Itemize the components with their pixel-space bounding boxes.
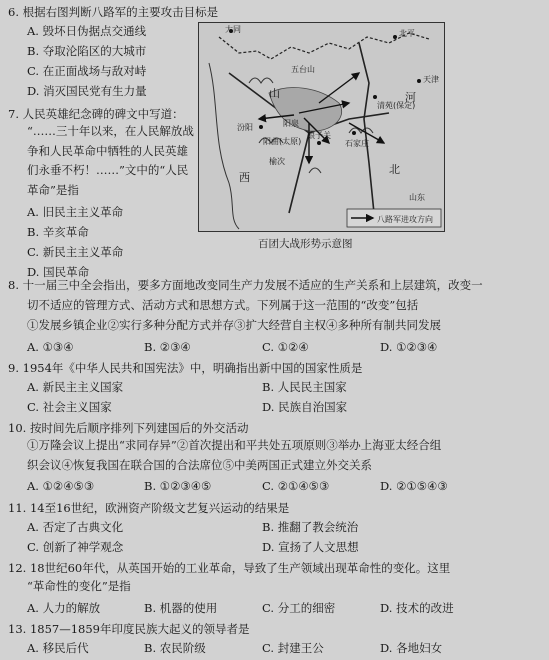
q9-stem: 9. 1954年《中华人民共和国宪法》中，明确指出新中国的国家性质是: [8, 361, 363, 375]
q8-stem-line2: 切不适应的管理方式、活动方式和思想方式。下列属于这一范围的“改变”包括: [27, 298, 419, 312]
q11-option-a: A. 否定了古典文化: [27, 520, 124, 534]
q6-option-a: A. 毁坏日伪据点交通线: [27, 24, 147, 38]
q9-option-d: D. 民族自治国家: [262, 400, 348, 414]
q10-option-a: A. ①②④⑤③: [27, 479, 95, 493]
q8-option-c: C. ①②④: [262, 340, 309, 354]
q7-stem-line5: 革命”是指: [27, 183, 79, 197]
q10-stem-line1: 10. 按时间先后顺序排列下列建国后的外交活动: [8, 421, 249, 435]
q7-stem-line4: 们永垂不朽！……”文中的“人民: [27, 163, 189, 177]
map-label-fenyang: 汾阳: [237, 123, 253, 132]
q6-option-b: B. 夺取沦陷区的大城市: [27, 44, 147, 58]
q10-option-d: D. ②①⑤④③: [380, 479, 448, 493]
q13-option-b: B. 农民阶级: [144, 641, 206, 655]
q13-option-d: D. 各地妇女: [380, 641, 443, 655]
q7-option-b: B. 辛亥革命: [27, 225, 89, 239]
hundred-regiments-map: [198, 22, 445, 232]
map-drawing: [199, 23, 444, 231]
q7-stem-line1: 7. 人民英雄纪念碑的碑文中写道：: [8, 107, 184, 121]
q11-option-b: B. 推翻了教会统治: [262, 520, 359, 534]
q13-option-c: C. 封建王公: [262, 641, 324, 655]
map-label-datong: 大同: [225, 25, 241, 34]
map-label-wutai: 五台山: [291, 65, 315, 74]
map-label-shan: 山: [269, 87, 280, 100]
map-label-qingyuan: 清苑(保定): [377, 101, 416, 110]
q6-stem: 6. 根据右图判断八路军的主要攻击目标是: [8, 5, 219, 19]
q13-stem: 13. 1857—1859年印度民族大起义的领导者是: [8, 622, 250, 636]
q9-option-c: C. 社会主义国家: [27, 400, 112, 414]
map-label-yuci: 榆次: [269, 157, 285, 166]
q8-option-a: A. ①③④: [27, 340, 74, 354]
q8-option-d: D. ①②③④: [380, 340, 438, 354]
q12-option-d: D. 技术的改进: [380, 601, 454, 615]
q12-option-c: C. 分工的细密: [262, 601, 336, 615]
q8-stem-line3: ①发展乡镇企业②实行多种分配方式并存③扩大经营自主权④多种所有制共同发展: [27, 318, 441, 332]
map-label-beiping: 北平: [399, 29, 415, 38]
q12-stem-line1: 12. 18世纪60年代，从英国开始的工业革命，导致了生产领域出现革命性的变化。这里: [8, 561, 451, 575]
map-legend-label: 八路军进攻方向: [377, 215, 433, 224]
map-label-yangquan: 阳泉: [283, 119, 299, 128]
map-label-yangqu: 阳曲(太原): [263, 137, 302, 146]
q9-option-a: A. 新民主主义国家: [27, 380, 124, 394]
map-caption: 百团大战形势示意图: [258, 238, 353, 250]
map-label-shandong: 山东: [409, 193, 425, 202]
q6-option-d: D. 消灭国民党有生力量: [27, 84, 147, 98]
map-label-tianjin: 天津: [423, 75, 439, 84]
q7-option-d: D. 国民革命: [27, 265, 90, 279]
q10-option-c: C. ②①④⑤③: [262, 479, 330, 493]
q12-option-a: A. 人力的解放: [27, 601, 101, 615]
q8-option-b: B. ②③④: [144, 340, 191, 354]
q11-option-c: C. 创新了神学观念: [27, 540, 124, 554]
map-label-shijiazhuang: 石家庄: [345, 139, 369, 148]
map-label-xi: 西: [239, 171, 250, 184]
q7-option-c: C. 新民主主义革命: [27, 245, 124, 259]
q7-stem-line3: 争和人民革命中牺牲的人民英雄: [27, 144, 188, 158]
q10-stem-line2: ①万隆会议上提出“求同存异”②首次提出和平共处五项原则③举办上海亚太经合组: [27, 438, 442, 452]
q10-option-b: B. ①②③④⑤: [144, 479, 212, 493]
q11-option-d: D. 宣扬了人文思想: [262, 540, 359, 554]
q7-stem-line2: “……三十年以来，在人民解放战: [27, 124, 194, 138]
map-label-bei: 北: [389, 163, 400, 176]
map-label-niangziguan: 娘子关: [307, 131, 331, 140]
q7-option-a: A. 旧民主主义革命: [27, 205, 124, 219]
q10-stem-line3: 织会议④恢复我国在联合国的合法席位⑤中美两国正式建立外交关系: [27, 458, 372, 472]
map-label-he: 河: [405, 91, 416, 104]
q8-stem-line1: 8. 十一届三中全会指出，要多方面地改变同生产力发展不适应的生产关系和上层建筑，改变一: [8, 278, 483, 292]
q6-option-c: C. 在正面战场与敌对峙: [27, 64, 147, 78]
q12-stem-line2: “革命性的变化”是指: [27, 579, 131, 593]
q9-option-b: B. 人民民主国家: [262, 380, 347, 394]
q12-option-b: B. 机器的使用: [144, 601, 218, 615]
q11-stem: 11. 14至16世纪，欧洲资产阶级文艺复兴运动的结果是: [8, 501, 290, 515]
q13-option-a: A. 移民后代: [27, 641, 89, 655]
